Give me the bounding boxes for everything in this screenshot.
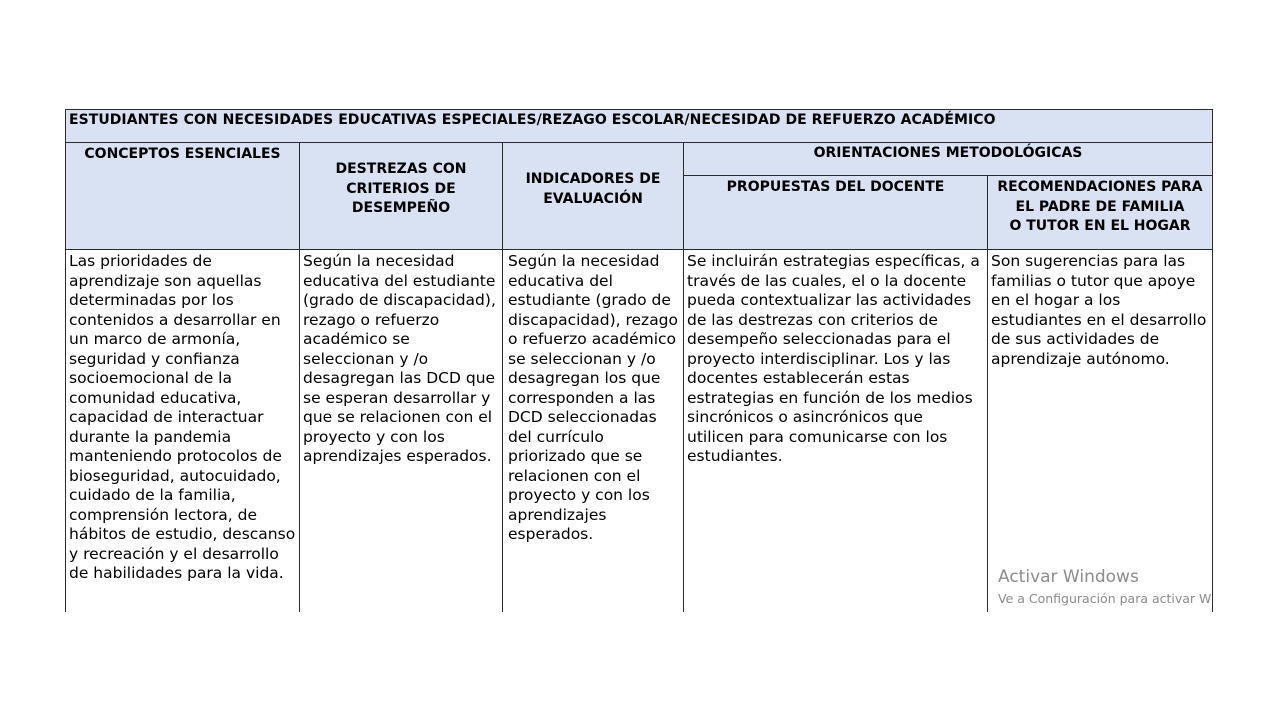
watermark-subtitle: Ve a Configuración para activar W [998, 591, 1212, 606]
header-propuestas: PROPUESTAS DEL DOCENTE [684, 176, 988, 250]
planning-table [65, 109, 1213, 612]
table-title: ESTUDIANTES CON NECESIDADES EDUCATIVAS ESPECIALES/REZAGO ESCOLAR/NECESIDAD DE REFUERZO ACADÉMICO [66, 110, 1213, 143]
header-row-1 [66, 143, 1213, 176]
cell-recomendaciones: Son sugerencias para las familias o tutor que apoye en el hogar a los estudiantes en el desarrollo de sus actividades de aprendizaje autónomo. [988, 250, 1213, 613]
watermark-title: Activar Windows [998, 567, 1139, 587]
cell-propuestas: Se incluirán estrategias específicas, a través de las cuales, el o la docente pueda contextualizar las actividades de las destrezas con criterios de desempeño seleccionadas para el proyecto interdisciplinar. Los y las docentes establecerán estas estrategias en función de los medios sincrónicos o asincrónicos que utilicen para comunicarse con los estudiantes. [684, 250, 988, 613]
header-indicadores: INDICADORES DE EVALUACIÓN [503, 143, 684, 250]
cell-destrezas: Según la necesidad educativa del estudiante (grado de discapacidad), rezago o refuerzo académico se seleccionan y /o desagregan las DCD que se esperan desarrollar y que se relacionen con el proyecto y con los aprendizajes esperados. [300, 250, 503, 613]
header-destrezas: DESTREZAS CON CRITERIOS DE DESEMPEÑO [300, 143, 503, 250]
cell-conceptos: Las prioridades de aprendizaje son aquellas determinadas por los contenidos a desarrollar en un marco de armonía, seguridad y confianza socioemocional de la comunidad educativa, capacidad de interactuar durante la pandemia manteniendo protocolos de bioseguridad, autocuidado, cuidado de la familia, comprensión lectora, de hábitos de estudio, descanso y recreación y el desarrollo de habilidades para la vida. [66, 250, 300, 613]
body-row [66, 250, 1213, 613]
title-row [66, 110, 1213, 143]
header-conceptos-esenciales: CONCEPTOS ESENCIALES [66, 143, 300, 250]
header-recomendaciones: RECOMENDACIONES PARA EL PADRE DE FAMILIA O TUTOR EN EL HOGAR [988, 176, 1213, 250]
header-orientaciones: ORIENTACIONES METODOLÓGICAS [684, 143, 1213, 176]
cell-indicadores: Según la necesidad educativa del estudiante (grado de discapacidad), rezago o refuerzo académico se seleccionan y /o desagregan los que corresponden a las DCD seleccionadas del currículo priorizado que se relacionen con el proyecto y con los aprendizajes esperados. [503, 250, 684, 613]
